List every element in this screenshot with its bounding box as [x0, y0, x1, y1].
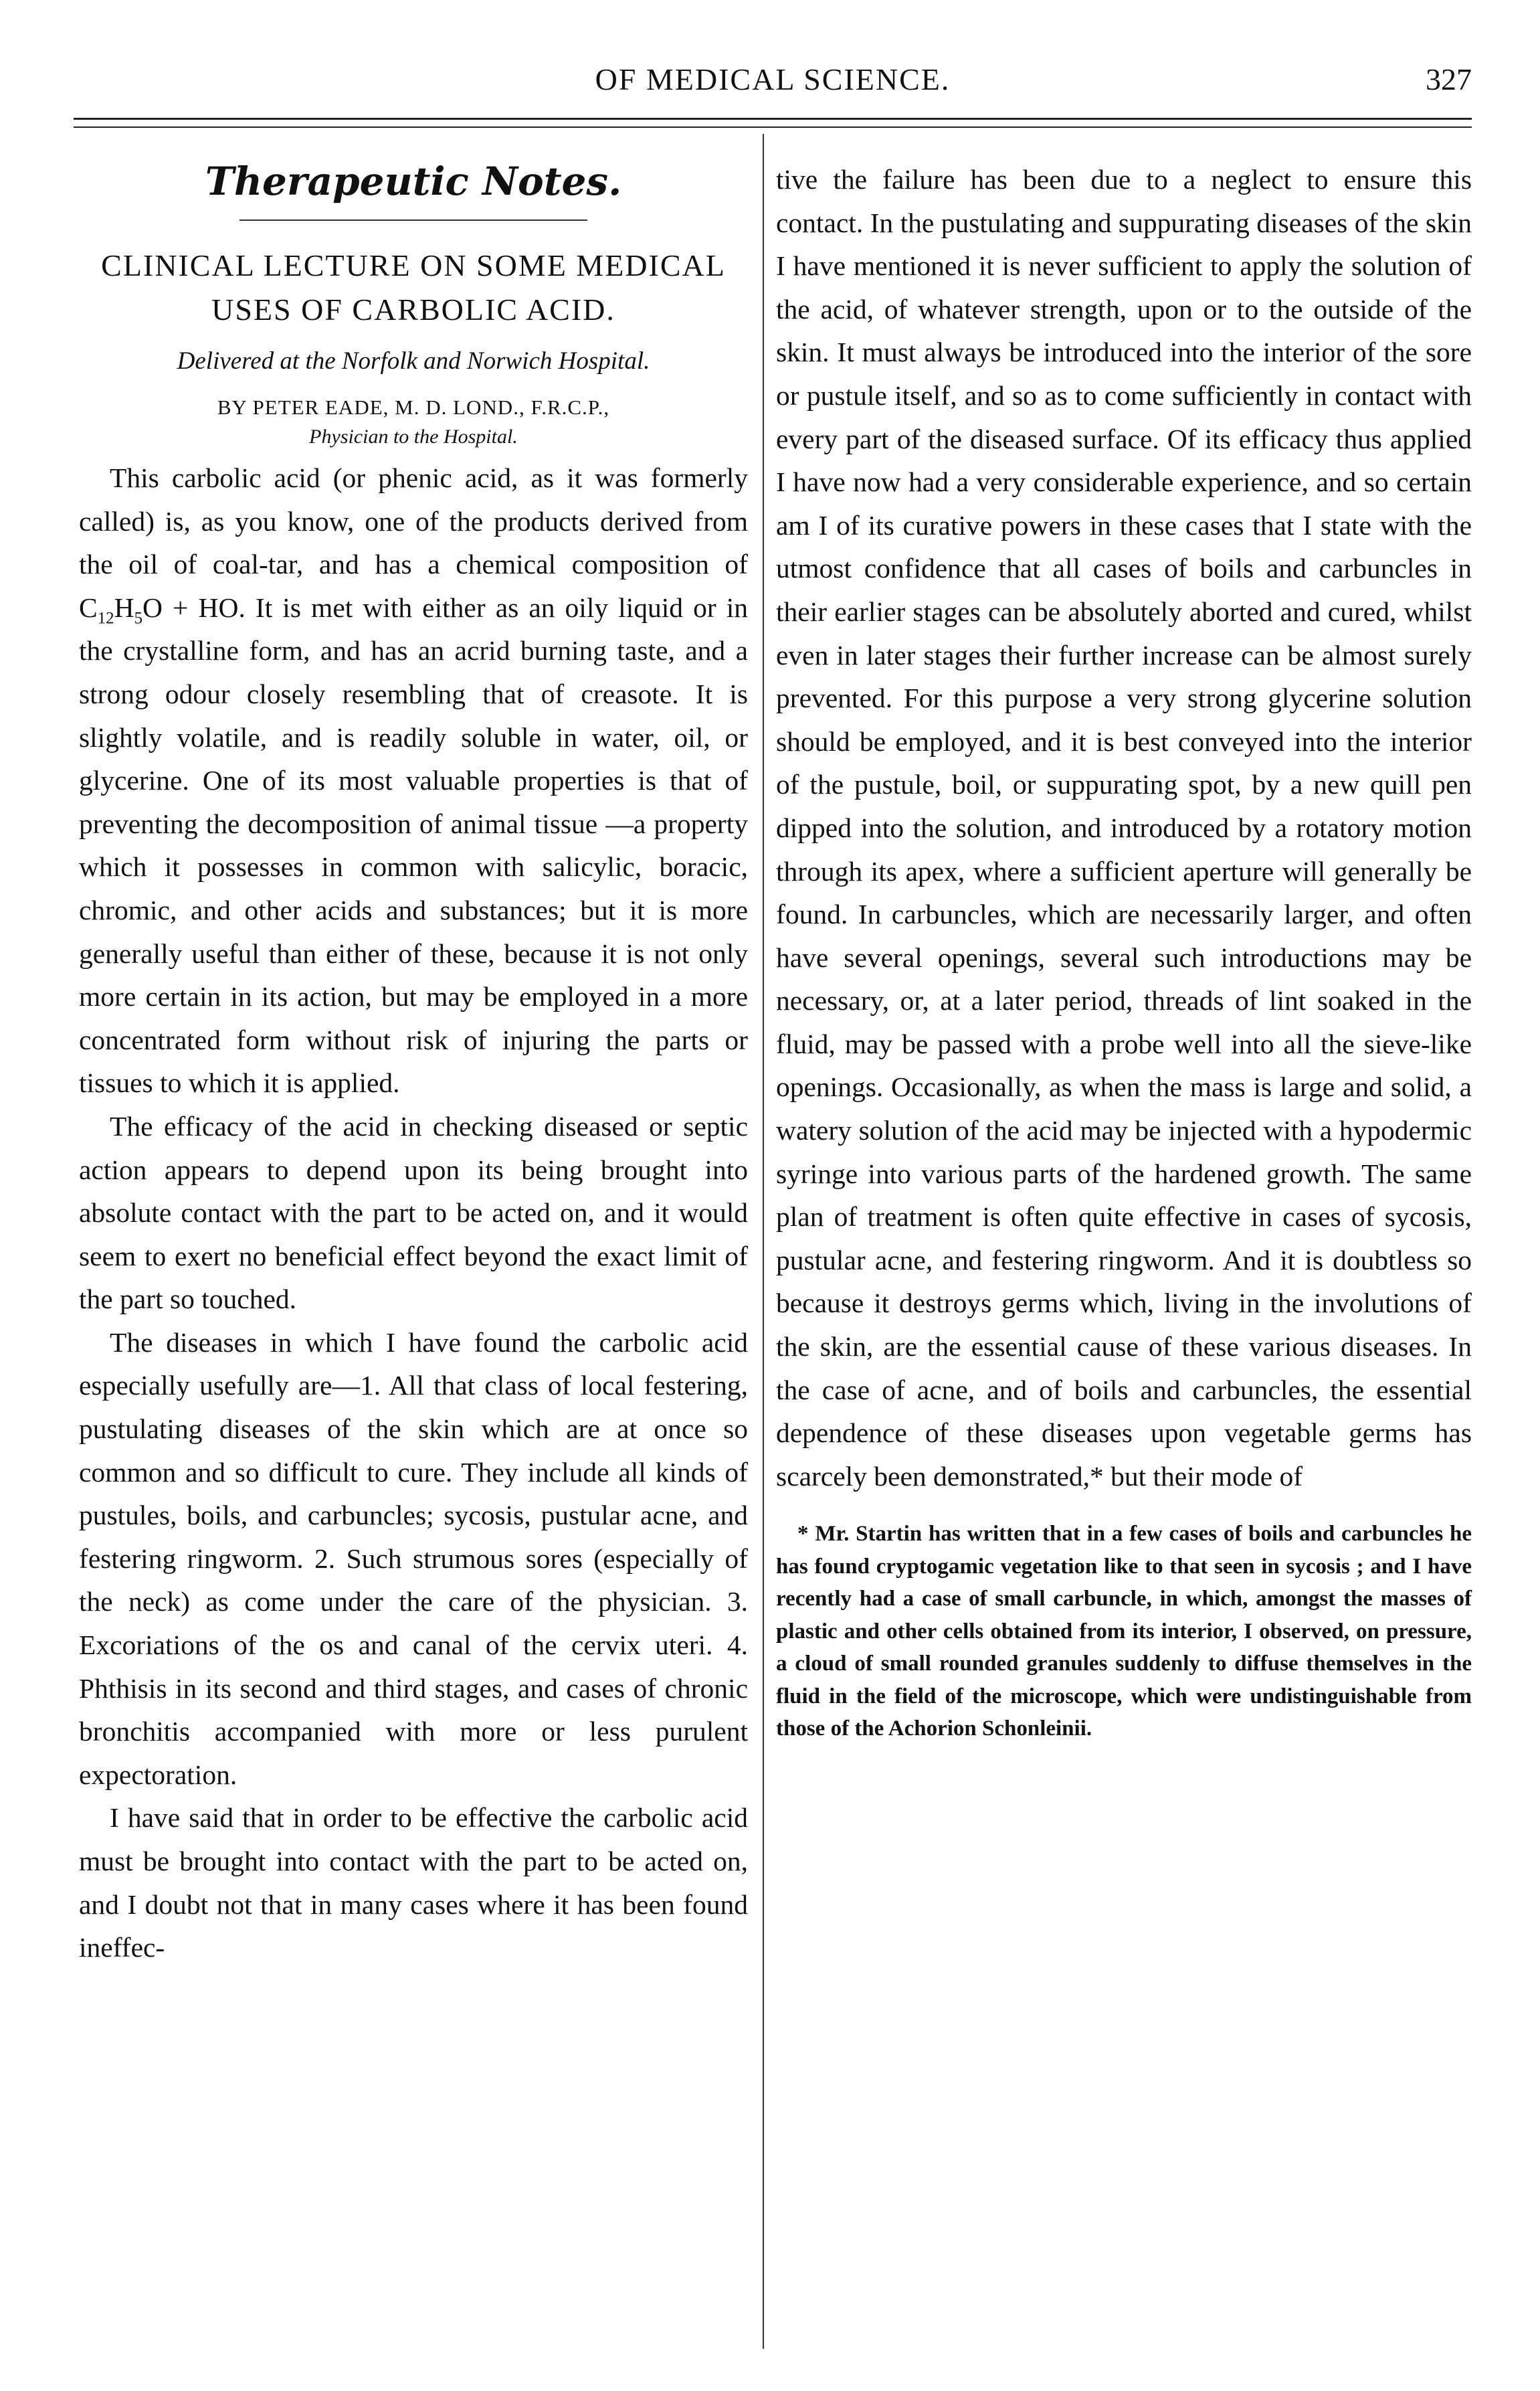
author-byline: BY PETER EADE, M. D. LOND., F.R.C.P.,: [217, 395, 610, 419]
paragraph-2: The efficacy of the acid in checking diseased or septic action appears to depend upon its being brought into absolute contact with the part to be acted on, and it would seem to exert no beneficial effect beyond the exact limit of the part so touched.: [79, 1110, 748, 1315]
delivered-line: Delivered at the Norfolk and Norwich Hospital.: [177, 347, 650, 375]
footnote: * Mr. Startin has written that in a few cases of boils and carbuncles he has found cryptogamic vegetation like to that seen in sycosis ; and I have recently had a case of small carbuncle, in which, amongst the masses of plastic and other cells obtained from its interior, I observed, on pressure, a cloud of small rounded granules suddenly to diffuse themselves in the fluid in the field of the microscope, which were undistinguishable from those of the Achorion Schonleinii.: [776, 1522, 1472, 1741]
section-heading: Therapeutic Notes.: [205, 159, 622, 204]
running-title: OF MEDICAL SCIENCE.: [595, 62, 951, 96]
paragraph-3: The diseases in which I have found the carbolic acid especially usefully are—1. All that class of local festering, pustulating diseases of the skin which are at once so common and so difficult to cure. They include all kinds of pustules, boils, and carbuncles; sycosis, pustular acne, and festering ringworm. 2. Such strumous sores (especially of the neck) as come under the care of the physician. 3. Excoriations of the os and canal of the cervix uteri. 4. Phthisis in its second and third stages, and cases of chronic bronchitis accompanied with more or less purulent expectoration.: [79, 1326, 748, 1790]
column-divider: [763, 134, 764, 2349]
page-number: 327: [1426, 62, 1472, 96]
paragraph-1: This carbolic acid (or phenic acid, as it was formerly called) is, as you know, one of the products derived from the oil of coal-tar, and has a chemical composition of $C_{12}H_5O$ + HO. It is met with either as an oily liquid or in the crystalline form, and has an acrid burning taste, and a strong odour closely resembling that of creasote. It is slightly volatile, and is readily soluble in water, oil, or glycerine. One of its most valuable properties is that of preventing the decomposition of animal tissue —a property which it possesses in common with salicylic, boracic, chromic, and other acids and substances; but it is more generally useful than either of these, because it is not only more certain in its action, but may be employed in a more concentrated form without risk of injuring the parts or tissues to which it is applied.: [79, 462, 748, 1099]
paragraph-4: I have said that in order to be effective the carbolic acid must be brought into contact with the part to be acted on, and I doubt not that in many cases where it has been found ineffec-: [79, 1802, 748, 1963]
header-double-rule: [74, 118, 1472, 128]
author-role: Physician to the Hospital.: [309, 426, 518, 448]
paragraph-continued: tive the failure has been due to a neglect to ensure this contact. In the pustulating and suppurating diseases of the skin I have mentioned it is never sufficient to apply the solution of the acid, of whatever strength, upon or to the outside of the skin. It must always be introduced into the interior of the sore or pustule itself, and so as to come sufficiently in contact with every part of the diseased surface. Of its efficacy thus applied I have now had a very considerable experience, and so certain am I of its curative powers in these cases that I state with the utmost confidence that all cases of boils and carbuncles in their earlier stages can be absolutely aborted and cured, whilst even in later stages their further increase can be almost surely prevented. For this purpose a very strong glycerine solution should be employed, and it is best conveyed into the interior of the pustule, boil, or suppurating spot, by a new quill pen dipped into the solution, and introduced by a rotatory motion through its apex, where a sufficient aperture will generally be found. In carbuncles, which are necessarily larger, and often have several openings, several such introductions may be necessary, or, at a later period, threads of lint soaked in the fluid, may be passed with a probe well into all the sieve-like openings. Occasionally, as when the mass is large and solid, a watery solution of the acid may be injected with a hypodermic syringe into various parts of the hardened growth. The same plan of treatment is often quite effective in cases of sycosis, pustular acne, and festering ringworm. And it is doubtless so because it destroys germs which, living in the involutions of the skin, are the essential cause of these various diseases. In the case of acne, and of boils and carbuncles, the essential dependence of these diseases upon vegetable germs has scarcely been demonstrated,* but their mode of: [776, 164, 1472, 1492]
section-rule: [239, 219, 587, 221]
lecture-title: CLINICAL LECTURE ON SOME MEDICAL USES OF CARBOLIC ACID.: [101, 248, 726, 327]
running-header: [74, 62, 1472, 108]
right-column: [776, 158, 1472, 1745]
left-column: [79, 158, 748, 1969]
